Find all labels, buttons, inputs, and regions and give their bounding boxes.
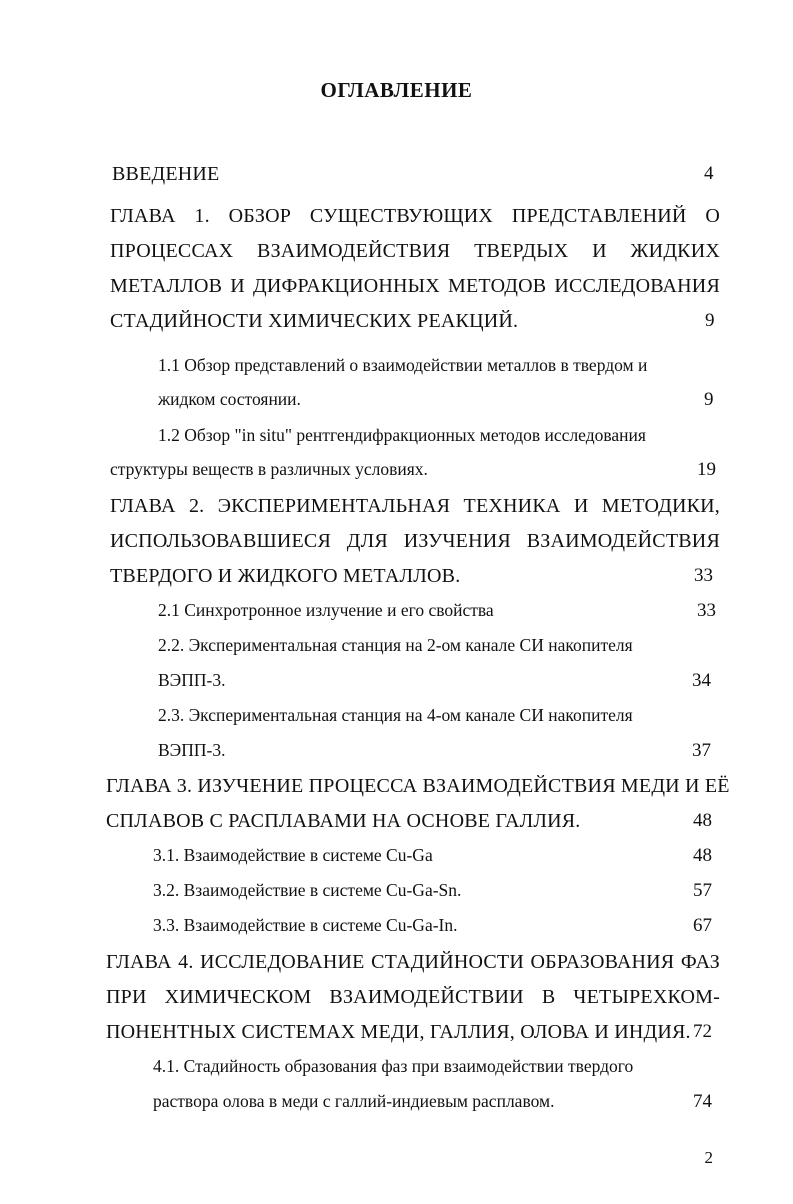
toc-chapter-1-line[interactable]: ГЛАВА 1. ОБЗОР СУЩЕСТВУЮЩИХ ПРЕДСТАВЛЕНИЙ О	[110, 205, 720, 227]
page-title: ОГЛАВЛЕНИЕ	[320, 78, 473, 102]
toc-chapter-2-line[interactable]: ТВЕРДОГО И ЖИДКОГО МЕТАЛЛОВ.	[110, 565, 461, 587]
toc-chapter-1-line[interactable]: СТАДИЙНОСТИ ХИМИЧЕСКИХ РЕАКЦИЙ.	[110, 310, 519, 332]
toc-section-1-1-line[interactable]: 1.1 Обзор представлений о взаимодействии металлов в твердом и	[158, 355, 648, 375]
toc-page-number: 57	[693, 880, 712, 901]
toc-page-number: 37	[692, 740, 711, 761]
toc-page-number: 9	[704, 389, 714, 410]
toc-section-4-1-line[interactable]: 4.1. Стадийность образования фаз при взаимодействии твердого	[153, 1056, 634, 1076]
toc-page-number: 19	[697, 459, 716, 480]
toc-chapter-2-line[interactable]: ГЛАВА 2. ЭКСПЕРИМЕНТАЛЬНАЯ ТЕХНИКА И МЕТОДИКИ,	[110, 495, 720, 517]
toc-section-3-2-line[interactable]: 3.2. Взаимодействие в системе Cu-Ga-Sn.	[153, 880, 462, 900]
toc-page-number: 48	[693, 845, 712, 866]
toc-chapter-4-line[interactable]: ПРИ ХИМИЧЕСКОМ ВЗАИМОДЕЙСТВИИ В ЧЕТЫРЕХКОМ-	[106, 986, 720, 1008]
toc-chapter-1-line[interactable]: ПРОЦЕССАХ ВЗАИМОДЕЙСТВИЯ ТВЕРДЫХ И ЖИДКИХ	[110, 240, 720, 262]
toc-section-2-2-line[interactable]: ВЭПП-3.	[158, 670, 226, 690]
toc-chapter-4-line[interactable]: ПОНЕНТНЫХ СИСТЕМАХ МЕДИ, ГАЛЛИЯ, ОЛОВА И ИНДИЯ.	[106, 1021, 691, 1043]
toc-chapter-3-line[interactable]: ГЛАВА 3. ИЗУЧЕНИЕ ПРОЦЕССА ВЗАИМОДЕЙСТВИЯ МЕДИ И ЕЁ	[106, 775, 730, 797]
toc-page-number: 33	[694, 565, 713, 586]
toc-page-number: 9	[705, 310, 715, 331]
toc-chapter-1-line[interactable]: МЕТАЛЛОВ И ДИФРАКЦИОННЫХ МЕТОДОВ ИССЛЕДОВАНИЯ	[110, 275, 720, 297]
page-number: 2	[704, 1148, 713, 1167]
toc-section-2-1-line[interactable]: 2.1 Синхротронное излучение и его свойства	[158, 600, 494, 620]
toc-section-2-3-line[interactable]: ВЭПП-3.	[158, 740, 226, 760]
toc-chapter-4-line[interactable]: ГЛАВА 4. ИССЛЕДОВАНИЕ СТАДИЙНОСТИ ОБРАЗОВАНИЯ ФАЗ	[106, 951, 720, 973]
toc-section-3-3-line[interactable]: 3.3. Взаимодействие в системе Cu-Ga-In.	[153, 915, 458, 935]
toc-page-number: 33	[697, 600, 716, 621]
toc-section-1-2-line[interactable]: структуры веществ в различных условиях.	[110, 459, 428, 479]
toc-page-number: 34	[692, 670, 711, 691]
toc-section-2-3-line[interactable]: 2.3. Экспериментальная станция на 4-ом канале СИ накопителя	[158, 705, 633, 725]
toc-chapter-2-line[interactable]: ИСПОЛЬЗОВАВШИЕСЯ ДЛЯ ИЗУЧЕНИЯ ВЗАИМОДЕЙСТВИЯ	[110, 530, 720, 552]
toc-section-2-2-line[interactable]: 2.2. Экспериментальная станция на 2-ом канале СИ накопителя	[158, 635, 633, 655]
toc-chapter-3-line[interactable]: СПЛАВОВ С РАСПЛАВАМИ НА ОСНОВЕ ГАЛЛИЯ.	[106, 810, 581, 832]
toc-page-number: 72	[693, 1021, 712, 1042]
toc-page-number: 48	[693, 810, 712, 831]
toc-entry-introduction[interactable]: ВВЕДЕНИЕ	[112, 163, 220, 185]
toc-page-number: 67	[693, 915, 712, 936]
toc-section-3-1-line[interactable]: 3.1. Взаимодействие в системе Cu-Ga	[153, 845, 433, 865]
toc-page-number: 74	[693, 1091, 712, 1112]
toc-section-1-1-line[interactable]: жидком состоянии.	[158, 389, 301, 409]
toc-section-1-2-line[interactable]: 1.2 Обзор "in situ" рентгендифракционных методов исследования	[158, 425, 646, 445]
toc-page-number: 4	[704, 163, 714, 184]
toc-section-4-1-line[interactable]: раствора олова в меди с галлий-индиевым расплавом.	[153, 1091, 555, 1111]
